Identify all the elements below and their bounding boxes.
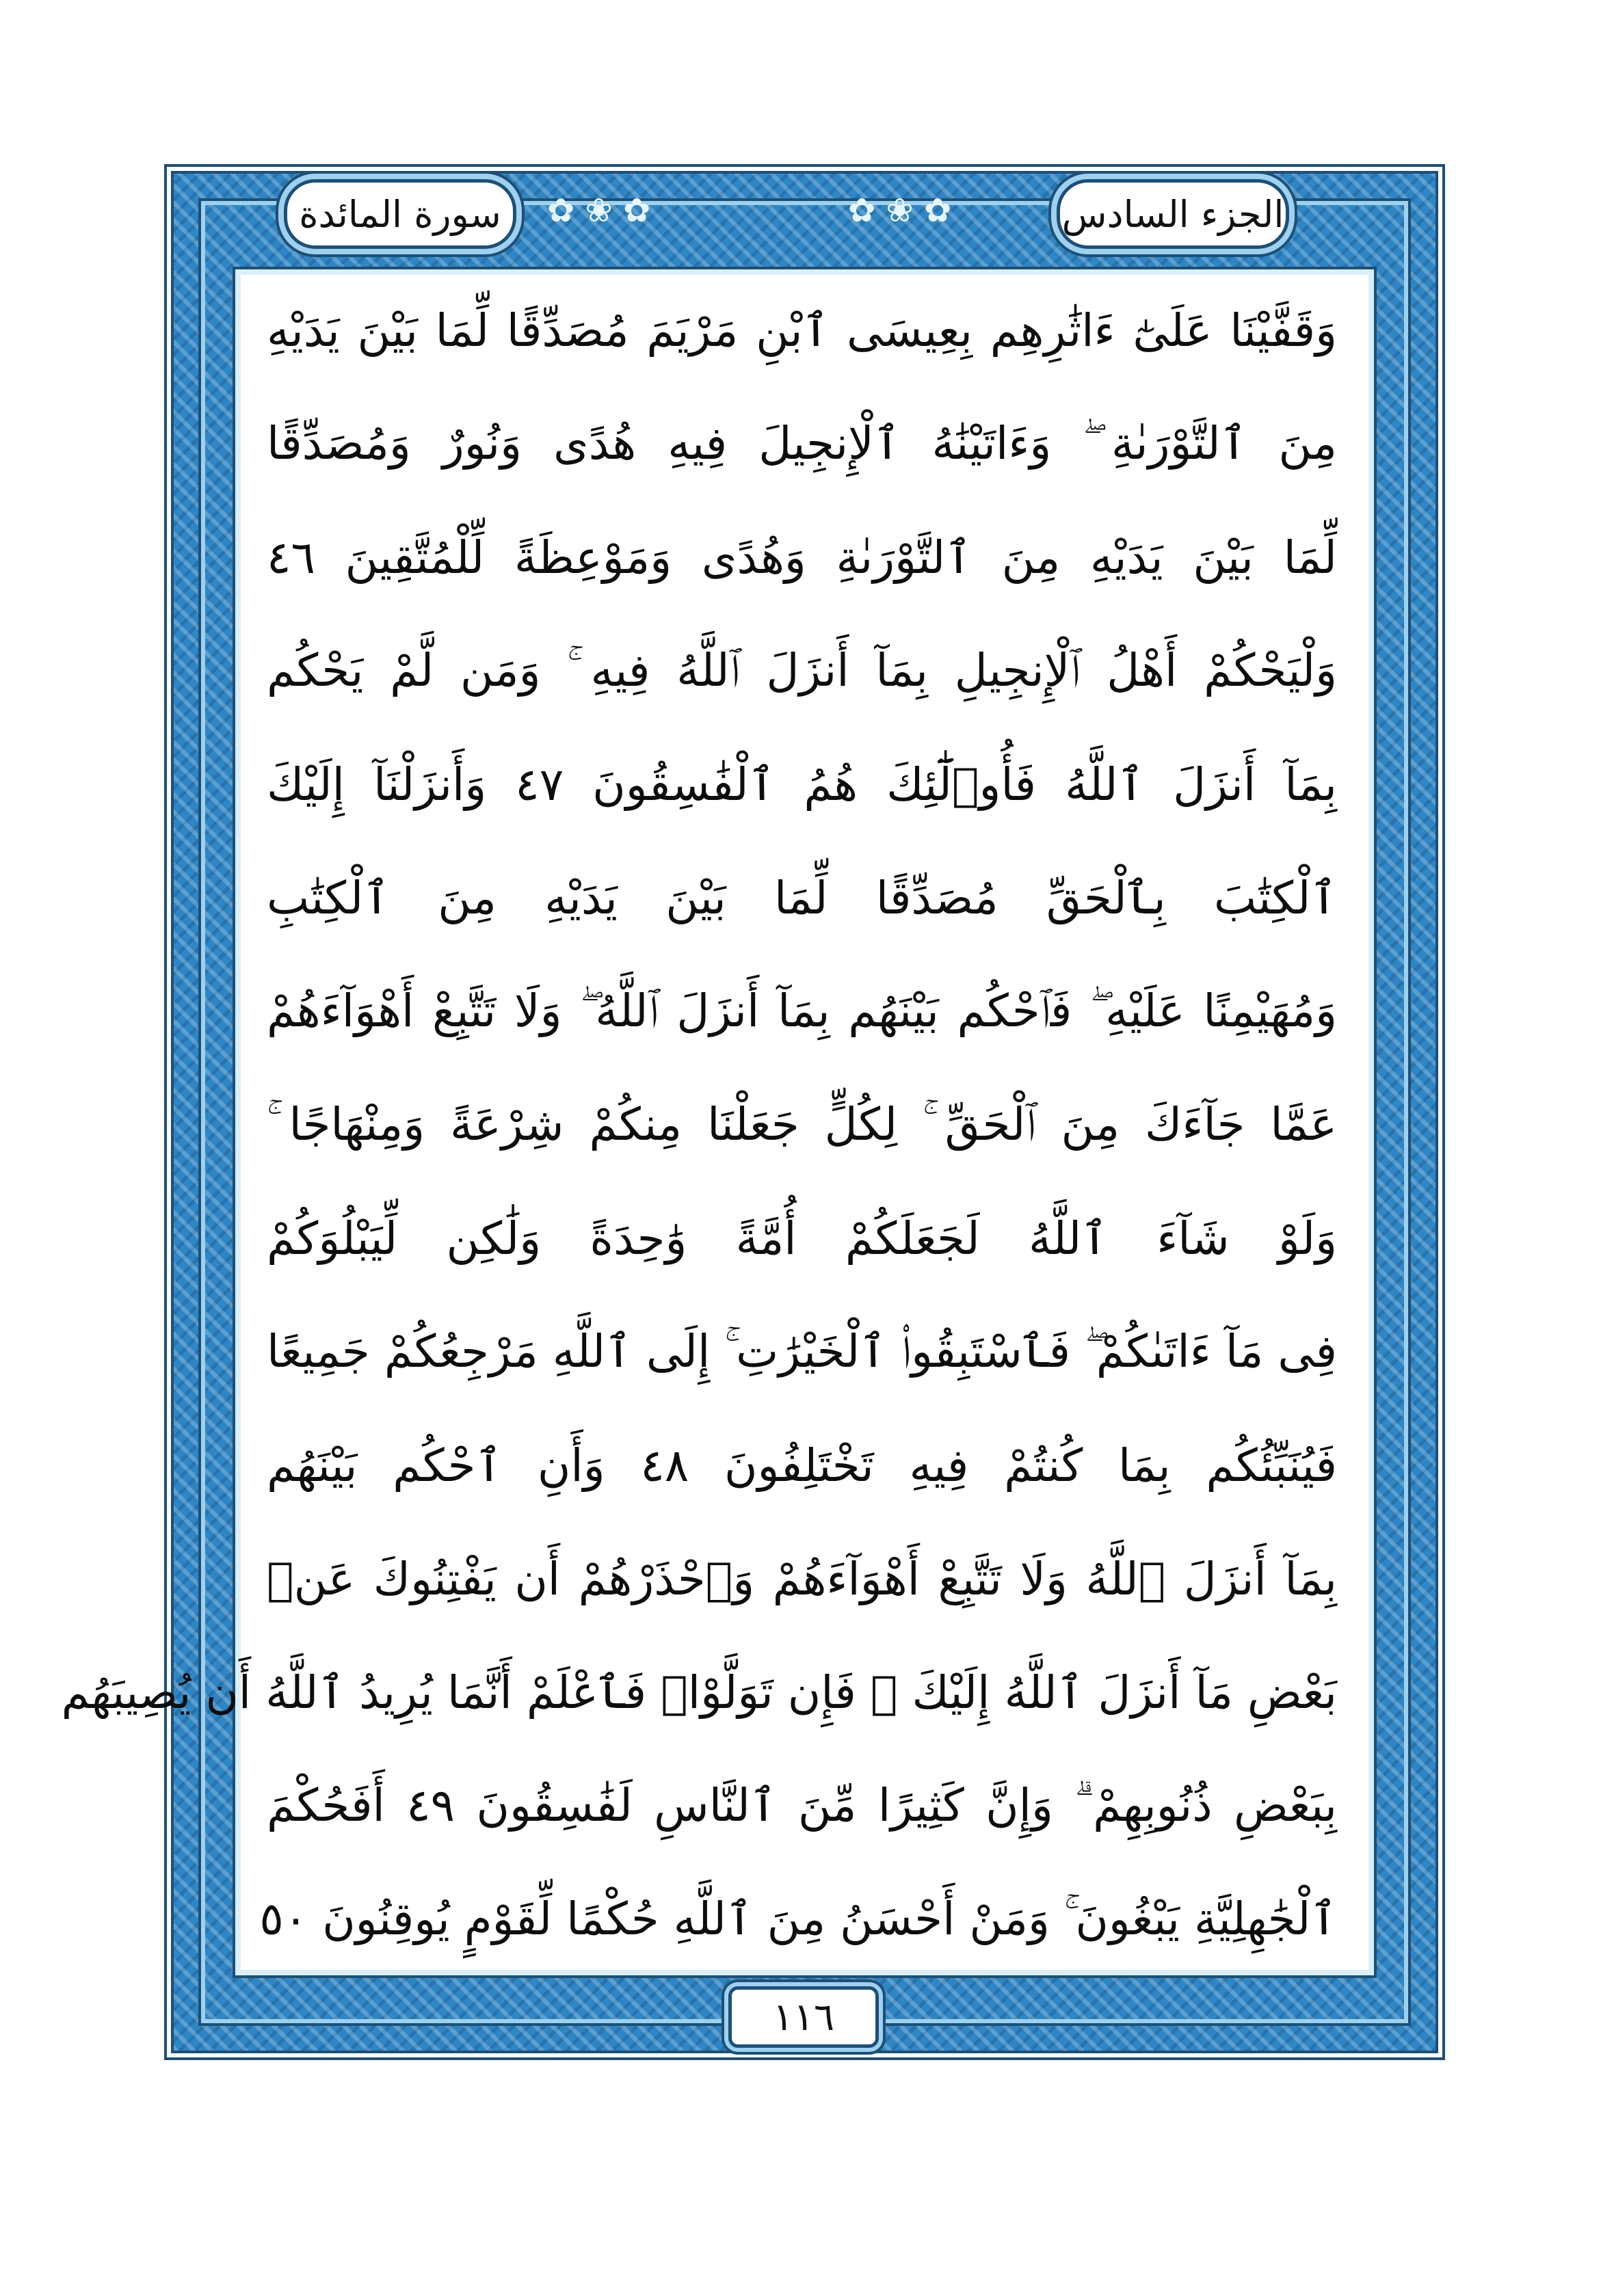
line-text: بِمَآ أَنزَلَ ٱللَّهُ فَأُو۟لَٰٓئِكَ هُمُ ٱلْفَٰسِقُونَ ٤٧ وَأَنزَلْنَآ إِلَيْكَ [267,758,1337,811]
floral-ornament-icon: ✿ ❀ ✿ [848,191,952,230]
line-text: بَعْضِ مَآ أَنزَلَ ٱللَّهُ إِلَيْكَ ۖ فَإِن تَوَلَّوْا۟ فَٱعْلَمْ أَنَّمَا يُرِيدُ ٱللَّهُ أَن يُصِيبَهُم [61,1666,1337,1719]
juz-title-cartouche [1057,179,1289,249]
text-line [267,1182,1337,1295]
floral-ornament-icon: ✿ ❀ ✿ [547,191,651,230]
line-text: فَيُنَبِّئُكُم بِمَا كُنتُمْ فِيهِ تَخْتَلِفُونَ ٤٨ وَأَنِ ٱحْكُم بَيْنَهُم [267,1439,1337,1492]
line-text: بِمَآ أَنزَلَ ٱللَّهُ وَلَا تَتَّبِعْ أَهْوَآءَهُمْ وَٱحْذَرْهُمْ أَن يَفْتِنُوكَ عَنۢ [267,1552,1337,1605]
line-text: وَلْيَحْكُمْ أَهْلُ ٱلْإِنجِيلِ بِمَآ أَنزَلَ ٱللَّهُ فِيهِ ۚ وَمَن لَّمْ يَحْكُم [267,643,1337,697]
line-text: فِى مَآ ءَاتَىٰكُمْ ۖ فَٱسْتَبِقُوا۟ ٱلْخَيْرَٰتِ ۚ إِلَى ٱللَّهِ مَرْجِعُكُمْ جَمِيعًا [267,1324,1337,1378]
text-line [267,1068,1337,1182]
line-text: لِّمَا بَيْنَ يَدَيْهِ مِنَ ٱلتَّوْرَىٰةِ وَهُدًى وَمَوْعِظَةً لِّلْمُتَّقِينَ ٤٦ [267,531,1337,584]
verse-lines [61,273,1337,1976]
line-text: وَلَوْ شَآءَ ٱللَّهُ لَجَعَلَكُمْ أُمَّةً وَٰحِدَةً وَلَٰكِن لِّيَبْلُوَكُمْ [267,1212,1337,1265]
text-line [267,955,1337,1068]
text-line [267,387,1337,500]
line-text: ٱلْكِتَٰبَ بِٱلْحَقِّ مُصَدِّقًا لِّمَا بَيْنَ يَدَيْهِ مِنَ ٱلْكِتَٰبِ [267,871,1337,924]
surah-title-cartouche [284,179,516,249]
text-line [267,727,1337,841]
line-text: مِنَ ٱلتَّوْرَىٰةِ ۖ وَءَاتَيْنَٰهُ ٱلْإِنجِيلَ فِيهِ هُدًى وَنُورٌ وَمُصَدِّقًا [267,416,1337,470]
text-line [267,1295,1337,1409]
page-number-box [728,1986,879,2048]
line-text: عَمَّا جَآءَكَ مِنَ ٱلْحَقِّ ۚ لِكُلٍّ جَعَلْنَا مِنكُمْ شِرْعَةً وَمِنْهَاجًا ۚ [267,1097,1337,1151]
page-number: ١١٦ [772,1994,835,2040]
surah-title: سورة المائدة [299,192,501,236]
line-text: بِبَعْضِ ذُنُوبِهِمْ ۗ وَإِنَّ كَثِيرًا مِّنَ ٱلنَّاسِ لَفَٰسِقُونَ ٤٩ أَفَحُكْمَ [267,1778,1337,1832]
text-line [61,1636,1337,1749]
text-line [259,1863,1337,1976]
line-text: ٱلْجَٰهِلِيَّةِ يَبْغُونَ ۚ وَمَنْ أَحْسَنُ مِنَ ٱللَّهِ حُكْمًا لِّقَوْمٍ يُوقِنُونَ ٥٠ [259,1892,1337,1945]
text-line [267,614,1337,727]
text-line [267,1522,1337,1636]
line-text: وَمُهَيْمِنًا عَلَيْهِ ۖ فَٱحْكُم بَيْنَهُم بِمَآ أَنزَلَ ٱللَّهُ ۖ وَلَا تَتَّبِعْ أَهْوَآءَهُمْ [267,984,1337,1037]
juz-title: الجزء السادس [1061,192,1284,236]
text-line [267,500,1337,614]
line-text: وَقَفَّيْنَا عَلَىٰٓ ءَاثَٰرِهِم بِعِيسَى ٱبْنِ مَرْيَمَ مُصَدِّقًا لِّمَا بَيْنَ يَدَيْهِ [267,304,1337,357]
text-line [267,841,1337,955]
text-line [267,1409,1337,1522]
text-line [267,1749,1337,1863]
text-line [267,273,1337,387]
